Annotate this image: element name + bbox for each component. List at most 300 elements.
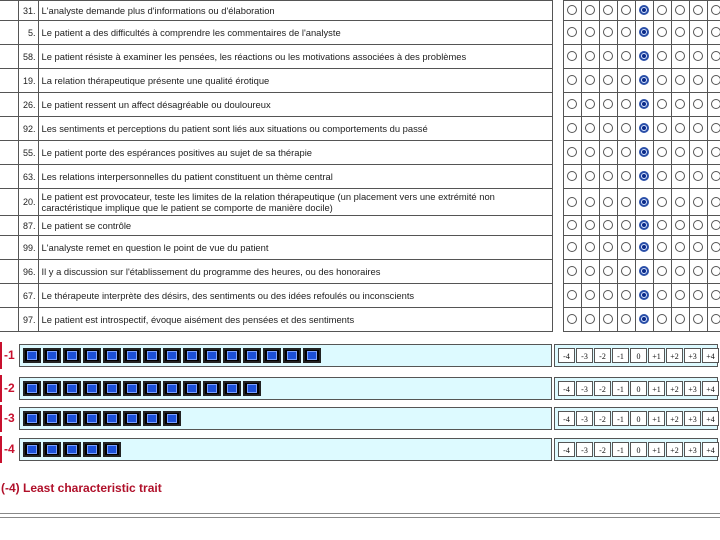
scale-value[interactable]: -4 bbox=[558, 442, 575, 457]
rating-radio--1[interactable] bbox=[621, 51, 631, 61]
row-spacer bbox=[0, 236, 18, 260]
radio-cell bbox=[563, 216, 581, 236]
radio-cell bbox=[707, 1, 720, 21]
radio-cell bbox=[707, 216, 720, 236]
radio-cell bbox=[653, 260, 671, 284]
rating-radio-+1[interactable] bbox=[657, 242, 667, 252]
radio-cell bbox=[671, 141, 689, 165]
item-text[interactable]: Les sentiments et perceptions du patient sont liés aux situations ou comportements du passé bbox=[38, 117, 552, 141]
rating-radio--1[interactable] bbox=[621, 266, 631, 276]
rating-radio-+3[interactable] bbox=[693, 123, 703, 133]
rating-radio-+1[interactable] bbox=[657, 197, 667, 207]
card-stack bbox=[23, 381, 261, 396]
radio-cell bbox=[581, 260, 599, 284]
column-gap bbox=[552, 21, 563, 45]
rating-radio-+4[interactable] bbox=[711, 220, 720, 230]
rating-radio-0[interactable] bbox=[639, 314, 649, 324]
rating-radio--2[interactable] bbox=[603, 220, 613, 230]
radio-cell bbox=[653, 45, 671, 69]
rating-radio-0[interactable] bbox=[639, 220, 649, 230]
rating-radio-0[interactable] bbox=[639, 197, 649, 207]
rating-radio-0[interactable] bbox=[639, 99, 649, 109]
scale-value[interactable]: +3 bbox=[684, 381, 701, 396]
sorted-card-icon[interactable] bbox=[43, 381, 61, 396]
item-text[interactable]: Le patient est provocateur, teste les limites de la relation thérapeutique (un placement vers une extrémité non caractéristique implique que le patient se comporte de manière docile) bbox=[38, 189, 552, 216]
rating-radio--3[interactable] bbox=[585, 99, 595, 109]
rating-radio-+2[interactable] bbox=[675, 147, 685, 157]
rating-radio-0[interactable] bbox=[639, 171, 649, 181]
scale-value[interactable]: +2 bbox=[666, 442, 683, 457]
scale-value[interactable]: +3 bbox=[684, 348, 701, 363]
rating-radio-+3[interactable] bbox=[693, 147, 703, 157]
radio-cell bbox=[671, 260, 689, 284]
sorted-card-icon[interactable] bbox=[103, 442, 121, 457]
radio-cell bbox=[563, 117, 581, 141]
radio-cell bbox=[581, 21, 599, 45]
rating-radio--4[interactable] bbox=[567, 290, 577, 300]
rating-radio--2[interactable] bbox=[603, 290, 613, 300]
rating-radio--1[interactable] bbox=[621, 242, 631, 252]
rating-radio-+2[interactable] bbox=[675, 75, 685, 85]
rating-radio--4[interactable] bbox=[567, 51, 577, 61]
bin-label: -3 bbox=[0, 405, 18, 432]
radio-cell bbox=[671, 216, 689, 236]
scale-value[interactable]: 0 bbox=[630, 348, 647, 363]
rating-radio-+3[interactable] bbox=[693, 27, 703, 37]
sorted-card-icon[interactable] bbox=[43, 442, 61, 457]
sorted-card-icon[interactable] bbox=[123, 411, 141, 426]
rating-radio--1[interactable] bbox=[621, 290, 631, 300]
item-text[interactable]: La relation thérapeutique présente une qualité érotique bbox=[38, 69, 552, 93]
item-text[interactable]: L'analyste demande plus d'informations ou d'élaboration bbox=[38, 1, 552, 21]
rating-radio--2[interactable] bbox=[603, 197, 613, 207]
scale-value[interactable]: +2 bbox=[666, 348, 683, 363]
rating-radio--1[interactable] bbox=[621, 220, 631, 230]
rating-radio--3[interactable] bbox=[585, 266, 595, 276]
radio-cell bbox=[599, 308, 617, 332]
rating-radio-+4[interactable] bbox=[711, 51, 720, 61]
rating-radio--2[interactable] bbox=[603, 99, 613, 109]
radio-cell bbox=[617, 93, 635, 117]
rating-radio--1[interactable] bbox=[621, 99, 631, 109]
radio-cell bbox=[617, 69, 635, 93]
radio-cell bbox=[635, 260, 653, 284]
sorted-card-icon[interactable] bbox=[223, 381, 241, 396]
radio-cell bbox=[707, 117, 720, 141]
rating-radio--3[interactable] bbox=[585, 27, 595, 37]
rating-radio--1[interactable] bbox=[621, 123, 631, 133]
rating-radio--2[interactable] bbox=[603, 171, 613, 181]
row-spacer bbox=[0, 216, 18, 236]
rating-radio-+2[interactable] bbox=[675, 197, 685, 207]
rating-radio-+3[interactable] bbox=[693, 5, 703, 15]
rating-radio--3[interactable] bbox=[585, 147, 595, 157]
rating-radio-0[interactable] bbox=[639, 290, 649, 300]
rating-radio--3[interactable] bbox=[585, 51, 595, 61]
sorted-card-icon[interactable] bbox=[103, 411, 121, 426]
column-gap bbox=[552, 1, 563, 21]
rating-radio-+1[interactable] bbox=[657, 75, 667, 85]
rating-radio--4[interactable] bbox=[567, 242, 577, 252]
item-text[interactable]: Le patient ressent un affect désagréable ou douloureux bbox=[38, 93, 552, 117]
rating-radio-+3[interactable] bbox=[693, 290, 703, 300]
scale-value[interactable]: -2 bbox=[594, 411, 611, 426]
rating-radio-0[interactable] bbox=[639, 75, 649, 85]
rating-radio--3[interactable] bbox=[585, 75, 595, 85]
rating-radio-+1[interactable] bbox=[657, 290, 667, 300]
scale-value[interactable]: 0 bbox=[630, 381, 647, 396]
rating-radio-0[interactable] bbox=[639, 266, 649, 276]
rating-radio--1[interactable] bbox=[621, 314, 631, 324]
sorted-card-icon[interactable] bbox=[283, 348, 301, 363]
scale-value[interactable]: +1 bbox=[648, 348, 665, 363]
card-drop-zone[interactable] bbox=[19, 377, 552, 400]
radio-cell bbox=[671, 93, 689, 117]
item-text[interactable]: Le patient est introspectif, évoque aisément des pensées et des sentiments bbox=[38, 308, 552, 332]
radio-cell bbox=[563, 1, 581, 21]
rating-radio-+1[interactable] bbox=[657, 51, 667, 61]
rating-radio--4[interactable] bbox=[567, 5, 577, 15]
rating-radio--4[interactable] bbox=[567, 75, 577, 85]
scale-value[interactable]: -1 bbox=[612, 411, 629, 426]
rating-radio--3[interactable] bbox=[585, 197, 595, 207]
sorted-card-icon[interactable] bbox=[143, 411, 161, 426]
rating-radio--3[interactable] bbox=[585, 290, 595, 300]
rating-radio-+2[interactable] bbox=[675, 123, 685, 133]
scale-value[interactable]: -3 bbox=[576, 442, 593, 457]
rating-radio-+2[interactable] bbox=[675, 27, 685, 37]
scale-value[interactable]: -4 bbox=[558, 348, 575, 363]
rating-radio-+4[interactable] bbox=[711, 5, 720, 15]
item-number: 31. bbox=[18, 1, 38, 21]
rating-radio-+4[interactable] bbox=[711, 123, 720, 133]
radio-cell bbox=[581, 189, 599, 216]
bin-scale bbox=[554, 377, 718, 400]
radio-cell bbox=[689, 141, 707, 165]
rating-radio-+4[interactable] bbox=[711, 75, 720, 85]
sorted-card-icon[interactable] bbox=[83, 442, 101, 457]
sorted-card-icon[interactable] bbox=[163, 381, 181, 396]
scale-value[interactable]: -3 bbox=[576, 381, 593, 396]
scale-value[interactable]: +4 bbox=[702, 381, 719, 396]
rating-radio--2[interactable] bbox=[603, 123, 613, 133]
rating-radio-+3[interactable] bbox=[693, 314, 703, 324]
scale-value[interactable]: +1 bbox=[648, 442, 665, 457]
sorted-card-icon[interactable] bbox=[203, 381, 221, 396]
rating-radio-+4[interactable] bbox=[711, 147, 720, 157]
item-text[interactable]: Le patient porte des espérances positives au sujet de sa thérapie bbox=[38, 141, 552, 165]
rating-radio-+4[interactable] bbox=[711, 99, 720, 109]
rating-radio-+3[interactable] bbox=[693, 266, 703, 276]
scale-value[interactable]: -1 bbox=[612, 348, 629, 363]
rating-radio-+2[interactable] bbox=[675, 171, 685, 181]
rating-radio-+2[interactable] bbox=[675, 266, 685, 276]
card-drop-zone[interactable] bbox=[19, 438, 552, 461]
sorted-card-icon[interactable] bbox=[123, 381, 141, 396]
rating-radio-+2[interactable] bbox=[675, 220, 685, 230]
rating-radio--3[interactable] bbox=[585, 220, 595, 230]
row-spacer bbox=[0, 117, 18, 141]
rating-radio-+4[interactable] bbox=[711, 314, 720, 324]
sorted-card-icon[interactable] bbox=[183, 348, 201, 363]
sorted-card-icon[interactable] bbox=[63, 381, 81, 396]
scale-value[interactable]: -3 bbox=[576, 348, 593, 363]
radio-cell bbox=[563, 308, 581, 332]
radio-cell bbox=[707, 308, 720, 332]
rating-radio-+1[interactable] bbox=[657, 314, 667, 324]
radio-cell bbox=[635, 216, 653, 236]
scale-value[interactable]: -1 bbox=[612, 381, 629, 396]
rating-radio--3[interactable] bbox=[585, 242, 595, 252]
rating-radio-+3[interactable] bbox=[693, 75, 703, 85]
table-row bbox=[0, 236, 720, 260]
rating-radio--4[interactable] bbox=[567, 99, 577, 109]
table-row bbox=[0, 21, 720, 45]
rating-radio--1[interactable] bbox=[621, 27, 631, 37]
rating-radio--2[interactable] bbox=[603, 75, 613, 85]
item-number: 63. bbox=[18, 165, 38, 189]
rating-radio--4[interactable] bbox=[567, 123, 577, 133]
rating-radio--4[interactable] bbox=[567, 147, 577, 157]
rating-radio--4[interactable] bbox=[567, 27, 577, 37]
radio-cell bbox=[689, 1, 707, 21]
card-drop-zone[interactable] bbox=[19, 344, 552, 367]
rating-radio-+4[interactable] bbox=[711, 290, 720, 300]
sorted-card-icon[interactable] bbox=[23, 442, 41, 457]
rating-radio--1[interactable] bbox=[621, 75, 631, 85]
rating-radio--2[interactable] bbox=[603, 51, 613, 61]
rating-radio--1[interactable] bbox=[621, 5, 631, 15]
column-gap bbox=[552, 236, 563, 260]
rating-radio--3[interactable] bbox=[585, 171, 595, 181]
rating-radio--3[interactable] bbox=[585, 5, 595, 15]
rating-radio--3[interactable] bbox=[585, 123, 595, 133]
rating-radio--1[interactable] bbox=[621, 147, 631, 157]
sorted-card-icon[interactable] bbox=[23, 411, 41, 426]
rating-radio--4[interactable] bbox=[567, 220, 577, 230]
item-text[interactable]: Le patient a des difficultés à comprendre les commentaires de l'analyste bbox=[38, 21, 552, 45]
sorted-card-icon[interactable] bbox=[83, 411, 101, 426]
row-spacer bbox=[0, 308, 18, 332]
rating-radio-+1[interactable] bbox=[657, 99, 667, 109]
rating-radio-0[interactable] bbox=[639, 27, 649, 37]
radio-cell bbox=[689, 216, 707, 236]
item-number: 55. bbox=[18, 141, 38, 165]
rating-radio-+3[interactable] bbox=[693, 51, 703, 61]
radio-cell bbox=[599, 21, 617, 45]
sorted-card-icon[interactable] bbox=[83, 348, 101, 363]
radio-cell bbox=[689, 236, 707, 260]
radio-cell bbox=[707, 284, 720, 308]
radio-cell bbox=[599, 260, 617, 284]
column-gap bbox=[552, 141, 563, 165]
rating-radio--1[interactable] bbox=[621, 197, 631, 207]
sorted-card-icon[interactable] bbox=[163, 411, 181, 426]
item-text[interactable]: Il y a discussion sur l'établissement du programme des heures, ou des honoraires bbox=[38, 260, 552, 284]
rating-radio--2[interactable] bbox=[603, 147, 613, 157]
rating-radio--4[interactable] bbox=[567, 314, 577, 324]
rating-radio-+4[interactable] bbox=[711, 171, 720, 181]
sorted-card-icon[interactable] bbox=[63, 411, 81, 426]
sorted-card-icon[interactable] bbox=[23, 348, 41, 363]
sorted-card-icon[interactable] bbox=[23, 381, 41, 396]
rating-radio-0[interactable] bbox=[639, 51, 649, 61]
scale-value[interactable]: +4 bbox=[702, 348, 719, 363]
sorted-card-icon[interactable] bbox=[263, 348, 281, 363]
radio-cell bbox=[599, 236, 617, 260]
sorted-card-icon[interactable] bbox=[243, 348, 261, 363]
row-spacer bbox=[0, 141, 18, 165]
rating-radio-+2[interactable] bbox=[675, 5, 685, 15]
rating-radio-+1[interactable] bbox=[657, 5, 667, 15]
item-text[interactable]: Le patient résiste à examiner les pensées, les réactions ou les motivations associées à des problèmes bbox=[38, 45, 552, 69]
radio-cell bbox=[581, 284, 599, 308]
sorted-card-icon[interactable] bbox=[183, 381, 201, 396]
sorted-card-icon[interactable] bbox=[103, 348, 121, 363]
scale-value[interactable]: +4 bbox=[702, 442, 719, 457]
scale-value[interactable]: -2 bbox=[594, 442, 611, 457]
sorted-card-icon[interactable] bbox=[223, 348, 241, 363]
sorted-card-icon[interactable] bbox=[203, 348, 221, 363]
radio-cell bbox=[617, 165, 635, 189]
sorted-card-icon[interactable] bbox=[303, 348, 321, 363]
table-row bbox=[0, 189, 720, 216]
rating-radio-+3[interactable] bbox=[693, 171, 703, 181]
rating-radio-+4[interactable] bbox=[711, 197, 720, 207]
rating-radio--2[interactable] bbox=[603, 27, 613, 37]
rating-radio-+2[interactable] bbox=[675, 242, 685, 252]
row-spacer bbox=[0, 1, 18, 21]
scale-value[interactable]: +2 bbox=[666, 411, 683, 426]
sorted-card-icon[interactable] bbox=[103, 381, 121, 396]
rating-radio-+1[interactable] bbox=[657, 123, 667, 133]
radio-cell bbox=[689, 284, 707, 308]
sorted-card-icon[interactable] bbox=[163, 348, 181, 363]
scale-value[interactable]: +1 bbox=[648, 381, 665, 396]
bin-row bbox=[0, 436, 718, 463]
rating-radio--2[interactable] bbox=[603, 5, 613, 15]
card-stack bbox=[23, 442, 121, 457]
item-number: 99. bbox=[18, 236, 38, 260]
radio-cell bbox=[653, 236, 671, 260]
scale-value[interactable]: +4 bbox=[702, 411, 719, 426]
footer-divider bbox=[0, 513, 720, 518]
rating-radio-+3[interactable] bbox=[693, 220, 703, 230]
scale-value[interactable]: -2 bbox=[594, 348, 611, 363]
column-gap bbox=[552, 45, 563, 69]
rating-radio-+3[interactable] bbox=[693, 99, 703, 109]
scale-value[interactable]: 0 bbox=[630, 411, 647, 426]
radio-cell bbox=[689, 69, 707, 93]
column-gap bbox=[552, 284, 563, 308]
rating-radio--2[interactable] bbox=[603, 314, 613, 324]
radio-cell bbox=[653, 284, 671, 308]
rating-radio-0[interactable] bbox=[639, 242, 649, 252]
rating-radio-+4[interactable] bbox=[711, 27, 720, 37]
radio-cell bbox=[689, 93, 707, 117]
item-number: 58. bbox=[18, 45, 38, 69]
scale-value[interactable]: +1 bbox=[648, 411, 665, 426]
item-text[interactable]: L'analyste remet en question le point de vue du patient bbox=[38, 236, 552, 260]
scale-value[interactable]: +3 bbox=[684, 411, 701, 426]
item-text[interactable]: Les relations interpersonnelles du patient constituent un thème central bbox=[38, 165, 552, 189]
sorted-card-icon[interactable] bbox=[83, 381, 101, 396]
scale-value[interactable]: -3 bbox=[576, 411, 593, 426]
scale-value[interactable]: -4 bbox=[558, 381, 575, 396]
sorted-card-icon[interactable] bbox=[143, 348, 161, 363]
rating-radio-+1[interactable] bbox=[657, 27, 667, 37]
sorted-card-icon[interactable] bbox=[43, 348, 61, 363]
scale-value[interactable]: -1 bbox=[612, 442, 629, 457]
sorted-card-icon[interactable] bbox=[63, 348, 81, 363]
rating-radio--2[interactable] bbox=[603, 242, 613, 252]
scale-value[interactable]: 0 bbox=[630, 442, 647, 457]
table-row bbox=[0, 1, 720, 21]
rating-radio-+3[interactable] bbox=[693, 242, 703, 252]
rating-radio-+2[interactable] bbox=[675, 314, 685, 324]
sorted-card-icon[interactable] bbox=[43, 411, 61, 426]
radio-cell bbox=[707, 189, 720, 216]
rating-radio-0[interactable] bbox=[639, 5, 649, 15]
radio-cell bbox=[653, 141, 671, 165]
sorted-card-icon[interactable] bbox=[123, 348, 141, 363]
rating-radio--1[interactable] bbox=[621, 171, 631, 181]
rating-radio-+4[interactable] bbox=[711, 266, 720, 276]
scale-value[interactable]: -2 bbox=[594, 381, 611, 396]
footer-label: (-4) Least characteristic trait bbox=[1, 481, 162, 495]
scale-value[interactable]: +3 bbox=[684, 442, 701, 457]
rating-radio-+4[interactable] bbox=[711, 242, 720, 252]
rating-radio-+2[interactable] bbox=[675, 51, 685, 61]
scale-value[interactable]: -4 bbox=[558, 411, 575, 426]
radio-cell bbox=[671, 69, 689, 93]
rating-radio--4[interactable] bbox=[567, 266, 577, 276]
rating-radio--4[interactable] bbox=[567, 197, 577, 207]
rating-radio-0[interactable] bbox=[639, 123, 649, 133]
rating-radio--4[interactable] bbox=[567, 171, 577, 181]
sorted-card-icon[interactable] bbox=[63, 442, 81, 457]
rating-radio-+2[interactable] bbox=[675, 99, 685, 109]
rating-radio-+1[interactable] bbox=[657, 147, 667, 157]
item-text[interactable]: Le thérapeute interprète des désirs, des sentiments ou des idées refoulés ou inconscients bbox=[38, 284, 552, 308]
radio-cell bbox=[635, 21, 653, 45]
radio-cell bbox=[581, 69, 599, 93]
rating-radio-+3[interactable] bbox=[693, 197, 703, 207]
sorted-card-icon[interactable] bbox=[243, 381, 261, 396]
radio-cell bbox=[707, 236, 720, 260]
radio-cell bbox=[653, 93, 671, 117]
row-spacer bbox=[0, 284, 18, 308]
table-row bbox=[0, 260, 720, 284]
item-number: 97. bbox=[18, 308, 38, 332]
rating-radio--2[interactable] bbox=[603, 266, 613, 276]
scale-value[interactable]: +2 bbox=[666, 381, 683, 396]
card-drop-zone[interactable] bbox=[19, 407, 552, 430]
sorted-card-icon[interactable] bbox=[143, 381, 161, 396]
radio-cell bbox=[689, 117, 707, 141]
rating-radio--3[interactable] bbox=[585, 314, 595, 324]
radio-cell bbox=[671, 165, 689, 189]
rating-radio-+2[interactable] bbox=[675, 290, 685, 300]
rating-radio-+1[interactable] bbox=[657, 171, 667, 181]
column-gap bbox=[552, 117, 563, 141]
rating-radio-+1[interactable] bbox=[657, 220, 667, 230]
radio-cell bbox=[563, 93, 581, 117]
rating-radio-+1[interactable] bbox=[657, 266, 667, 276]
item-text[interactable]: Le patient se contrôle bbox=[38, 216, 552, 236]
radio-cell bbox=[689, 189, 707, 216]
rating-radio-0[interactable] bbox=[639, 147, 649, 157]
